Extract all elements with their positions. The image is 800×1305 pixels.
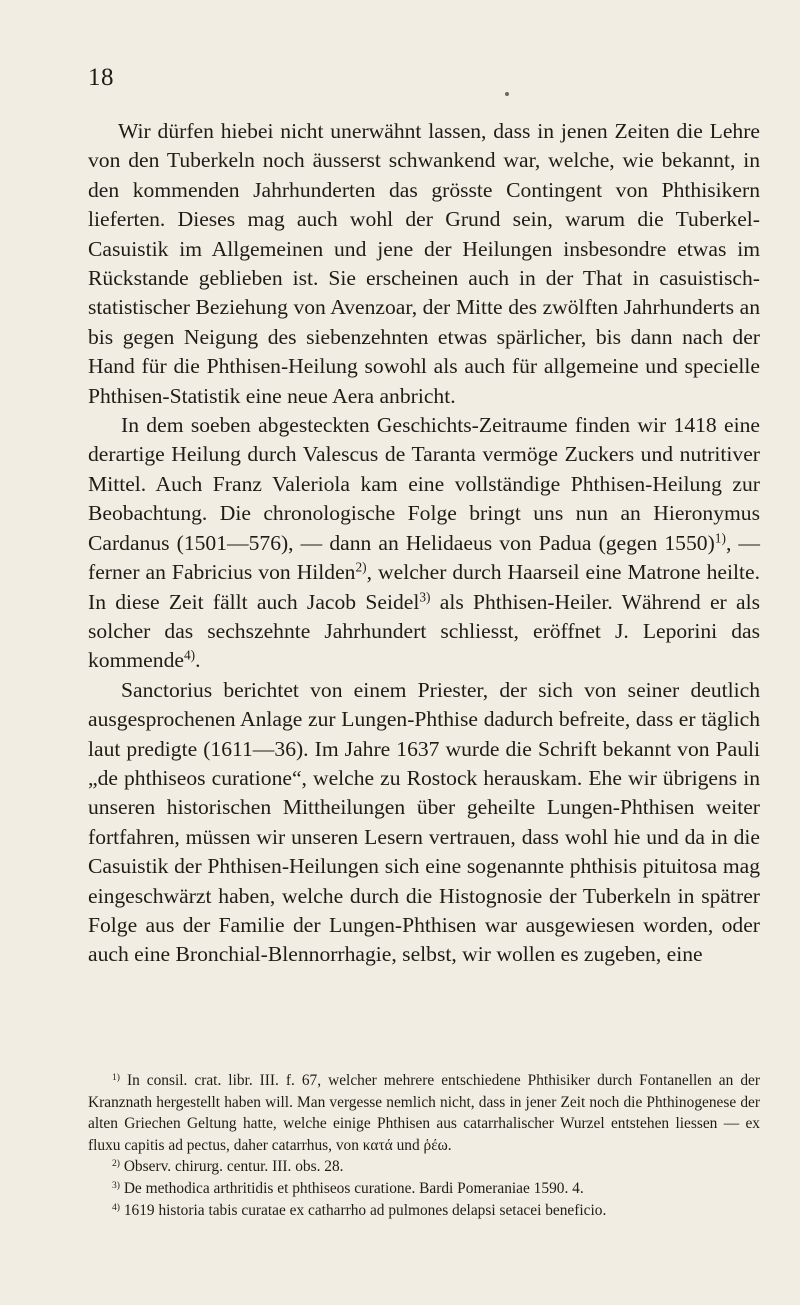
footnote-mark: 1) [112,1071,120,1083]
paragraph [88,117,760,411]
paragraph [88,676,760,970]
paragraph-text: , — ferner an Fabricius von Hilden [88,530,761,585]
footnote-text: De methodica arthritidis et phthiseos curatione. Bardi Pomeraniae 1590. 4. [123,1179,584,1197]
footnote-ref: 3) [419,589,431,605]
body-text [88,117,760,970]
footnote [88,1070,760,1156]
footnote-text: Observ. chirurg. centur. III. obs. 28. [123,1158,344,1176]
paragraph [88,411,760,676]
footnote-ref: 4) [183,647,196,663]
footnote-text: In consil. crat. libr. III. f. 67, welcher mehrere entschiedene Phthisiker durch Fontanellen an der Kranznath hergestellt haben will. Man vergesse nemlich nicht, dass in jener Zeit noch die Phthinogenese der alten Griechen Geltung hatte, welche einige Phthisen aus catarrhalischer Wurzel entstehen liessen — ex fluxu capitis ad pectus, daher catarrhus, von κατά und ῥέω. [88,1072,760,1154]
footnote-text: 1619 historia tabis curatae ex catharrho ad pulmones delapsi setacei beneficio. [123,1201,607,1219]
paragraph-text: , welcher durch Haarseil eine Matrone heilte. In diese Zeit fällt auch Jacob Seidel [88,560,760,614]
footnote [88,1200,760,1222]
footnote-mark: 3) [112,1179,120,1191]
paragraph-text: In dem soeben abgesteckten Geschichts-Zeitraume finden wir 1418 eine derartige Heilung durch Valescus de Taranta vermöge Zuckers und nutritiver Mittel. Auch Franz Valeriola kam eine vollständige Phthisen-Heilung zur Beobachtung. Die chronologische Folge bringt uns nun an Hieronymus Cardanus (1501—576), — dann an Helidaeus von Padua (gegen 1550) [88,413,760,555]
footnote-mark: 4) [112,1201,120,1213]
paragraph-text: . [195,648,201,673]
footnote-ref: 2) [355,559,367,575]
footnote [88,1178,760,1200]
footnote-ref: 1) [714,530,726,546]
footnote-mark: 2) [112,1158,120,1170]
footnotes [88,1070,760,1221]
page-number: 18 [88,64,114,91]
paragraph-text: als Phthisen-Heiler. Während er als solcher das sechszehnte Jahrhundert schliesst, eröffnet J. Leporini das kommende [88,589,760,673]
footnote [88,1156,760,1178]
printer-mark [505,92,509,96]
paragraph-text: Sanctorius berichtet von einem Priester, der sich von seiner deutlich ausgesprochenen Anlage zur Lungen-Phthise dadurch befreite, dass er täglich laut predigte (1611—36). Im Jahre 1637 wurde die Schrift bekannt von Pauli „de phthiseos curatione“, welche zu Rostock herauskam. Ehe wir übrigens in unseren historischen Mittheilungen über geheilte Lungen-Phthisen weiter fortfahren, müssen wir unseren Lesern vertrauen, dass wohl hie und da in die Casuistik der Phthisen-Heilungen sich eine sogenannte phthisis pituitosa mag eingeschwärzt haben, welche durch die Histognosie der Tuberkeln in spätrer Folge aus der Familie der Lungen-Phthisen war ausgewiesen worden, oder auch eine Bronchial-Blennorrhagie, selbst, wir wollen es zugeben, eine [88,677,760,967]
paragraph-text: Wir dürfen hiebei nicht unerwähnt lassen, dass in jenen Zeiten die Lehre von den Tuberkeln noch äusserst schwankend war, welche, wie bekannt, in den kommenden Jahrhunderten das grösste Contingent von Phthisikern lieferten. Dieses mag auch wohl der Grund sein, warum die Tuberkel-Casuistik im Allgemeinen und jene der Heilungen insbesondre etwas im Rückstande geblieben ist. Sie erscheinen auch in der That in casuistisch-statistischer Beziehung von Avenzoar, der Mitte des zwölften Jahrhunderts an bis gegen Neigung des siebenzehnten etwas spärlicher, bis dann nach der Hand für die Phthisen-Heilung sowohl als auch für allgemeine und specielle Phthisen-Statistik eine neue Aera anbricht. [88,119,760,408]
